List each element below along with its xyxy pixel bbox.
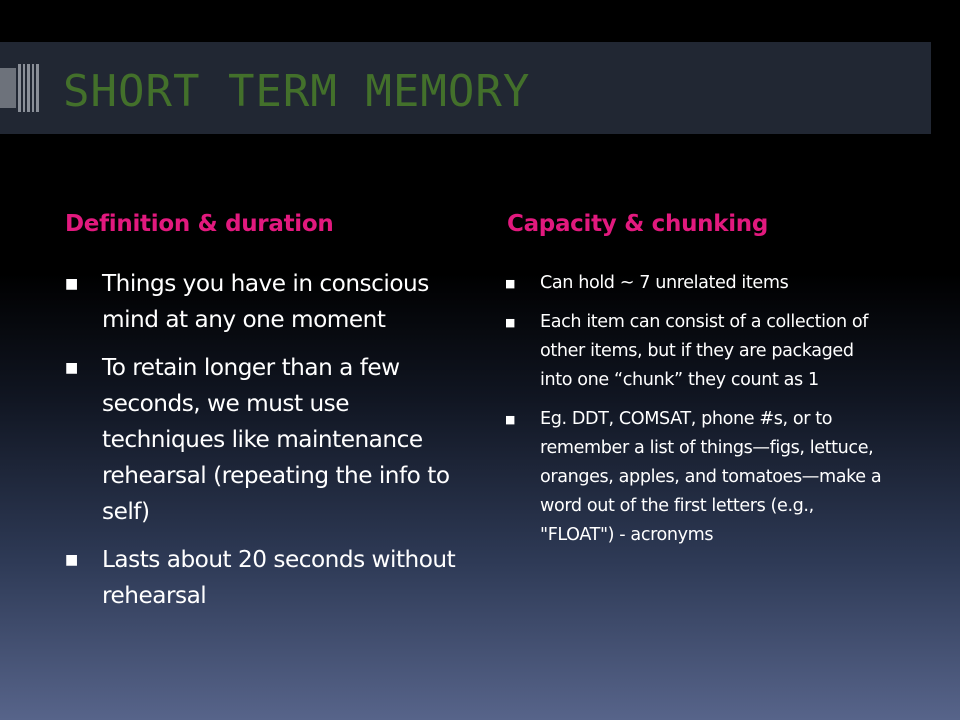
bullet-item — [65, 266, 465, 338]
square-bullet-icon: ■ — [505, 413, 515, 426]
title-bar — [0, 42, 931, 134]
bullet-item — [505, 269, 885, 298]
bullet-text: Can hold ~ 7 unrelated items — [540, 273, 789, 293]
right-bullet-list — [505, 269, 885, 560]
bullet-item — [65, 542, 465, 614]
square-bullet-icon: ■ — [65, 276, 78, 292]
bullet-text: Things you have in conscious mind at any one moment — [102, 270, 429, 333]
square-bullet-icon: ■ — [65, 360, 78, 376]
left-column-heading: Definition & duration — [65, 211, 334, 237]
bullet-text: Lasts about 20 seconds without rehearsal — [102, 546, 456, 609]
bullet-text: Eg. DDT, COMSAT, phone #s, or to remember a list of things—figs, lettuce, oranges, apples, and tomatoes—make a word out of the first letters (e.g., "FLOAT") - acronyms — [540, 409, 882, 545]
bullet-text: To retain longer than a few seconds, we must use techniques like maintenance rehearsal (repeating the info to self) — [102, 354, 450, 525]
square-bullet-icon: ■ — [505, 277, 515, 290]
bullet-item — [505, 308, 885, 395]
right-column-heading: Capacity & chunking — [507, 211, 769, 237]
left-bullet-list — [65, 266, 465, 626]
bullet-item — [65, 350, 465, 530]
title-stripes-decoration — [0, 64, 42, 112]
square-bullet-icon: ■ — [505, 316, 515, 329]
bullet-text: Each item can consist of a collection of other items, but if they are packaged into one “chunk” they count as 1 — [540, 312, 869, 390]
slide-title: SHORT TERM MEMORY — [63, 66, 531, 117]
bullet-item — [505, 405, 885, 550]
square-bullet-icon: ■ — [65, 552, 78, 568]
